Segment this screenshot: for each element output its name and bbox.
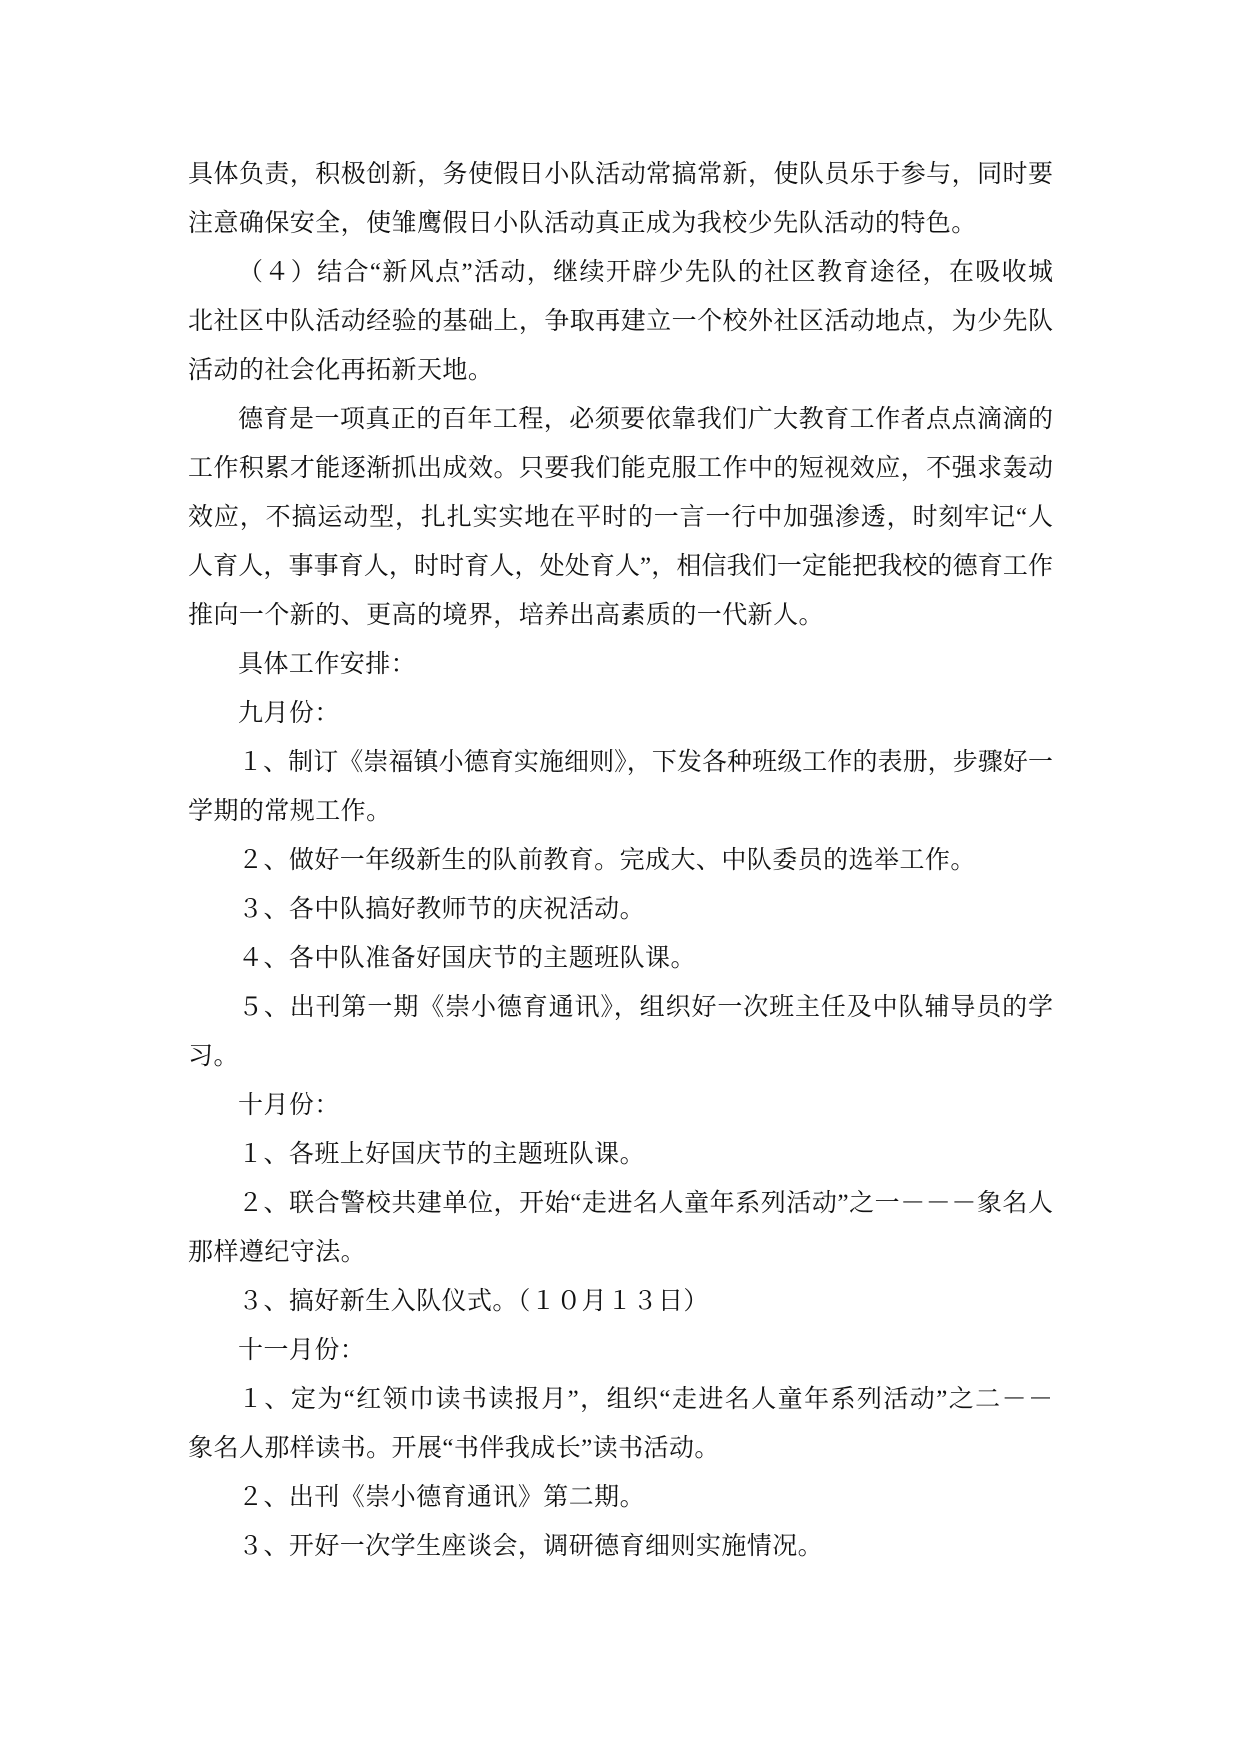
text-line: 十一月份： [238,1337,366,1364]
task-item [188,885,1053,934]
text-line: 人育人，事事育人，时时育人，处处育人”，相信我们一定能把我校的德育工作 [188,553,1054,580]
text-line: 德育是一项真正的百年工程，必须要依靠我们广大教育工作者点点滴滴的 [238,406,1054,433]
task-item [188,1375,1053,1473]
text-line: 注意确保安全，使雏鹰假日小队活动真正成为我校少先队活动的特色。 [188,210,977,237]
text-line: 十月份： [238,1092,340,1119]
task-item [188,983,1053,1081]
task-item [188,738,1053,836]
text-line: ５、出刊第一期《崇小德育通讯》，组织好一次班主任及中队辅导员的学 [238,994,1054,1021]
text-line: ３、搞好新生入队仪式。（１０月１３日） [238,1288,709,1315]
text-line: 具体负责，积极创新，务使假日小队活动常搞常新，使队员乐于参与，同时要 [188,161,1054,188]
text-line: 象名人那样读书。开展“书伴我成长”读书活动。 [188,1435,720,1462]
text-line: （４）结合“新风点”活动，继续开辟少先队的社区教育途径，在吸收城 [238,259,1055,286]
text-line: ３、各中队搞好教师节的庆祝活动。 [238,896,646,923]
task-item [188,934,1053,983]
text-line: 北社区中队活动经验的基础上，争取再建立一个校外社区活动地点，为少先队 [188,308,1054,335]
body-paragraph [188,150,1053,248]
text-line: 效应，不搞运动型，扎扎实实地在平时的一言一行中加强渗透，时刻牢记“人 [188,504,1054,531]
task-item [188,1130,1053,1179]
text-line: 具体工作安排： [238,651,417,678]
body-paragraph [188,248,1053,395]
text-line: 学期的常规工作。 [188,798,392,825]
text-line: １、制订《崇福镇小德育实施细则》，下发各种班级工作的表册，步骤好一 [238,749,1054,776]
text-line: 九月份： [238,700,340,727]
month-heading [188,1081,1053,1130]
page-body [188,150,1053,1571]
text-line: 活动的社会化再拓新天地。 [188,357,494,384]
text-line: 那样遵纪守法。 [188,1239,367,1266]
text-line: ２、做好一年级新生的队前教育。完成大、中队委员的选举工作。 [238,847,976,874]
body-paragraph [188,395,1053,640]
text-line: 推向一个新的、更高的境界，培养出高素质的一代新人。 [188,602,825,629]
text-line: １、定为“红领巾读书读报月”，组织“走进名人童年系列活动”之二－－ [238,1386,1055,1413]
month-heading [188,689,1053,738]
task-item [188,1473,1053,1522]
task-item [188,1522,1053,1571]
text-line: ３、开好一次学生座谈会，调研德育细则实施情况。 [238,1533,824,1560]
text-line: 工作积累才能逐渐抓出成效。只要我们能克服工作中的短视效应，不强求轰动 [188,455,1054,482]
text-line: ２、联合警校共建单位，开始“走进名人童年系列活动”之一－－－象名人 [238,1190,1054,1217]
schedule-heading [188,640,1053,689]
text-line: ４、各中队准备好国庆节的主题班队课。 [238,945,696,972]
task-item [188,1179,1053,1277]
text-line: １、各班上好国庆节的主题班队课。 [238,1141,646,1168]
task-item [188,1277,1053,1326]
month-heading [188,1326,1053,1375]
task-item [188,836,1053,885]
text-line: ２、出刊《崇小德育通讯》第二期。 [238,1484,646,1511]
text-line: 习。 [188,1043,239,1070]
